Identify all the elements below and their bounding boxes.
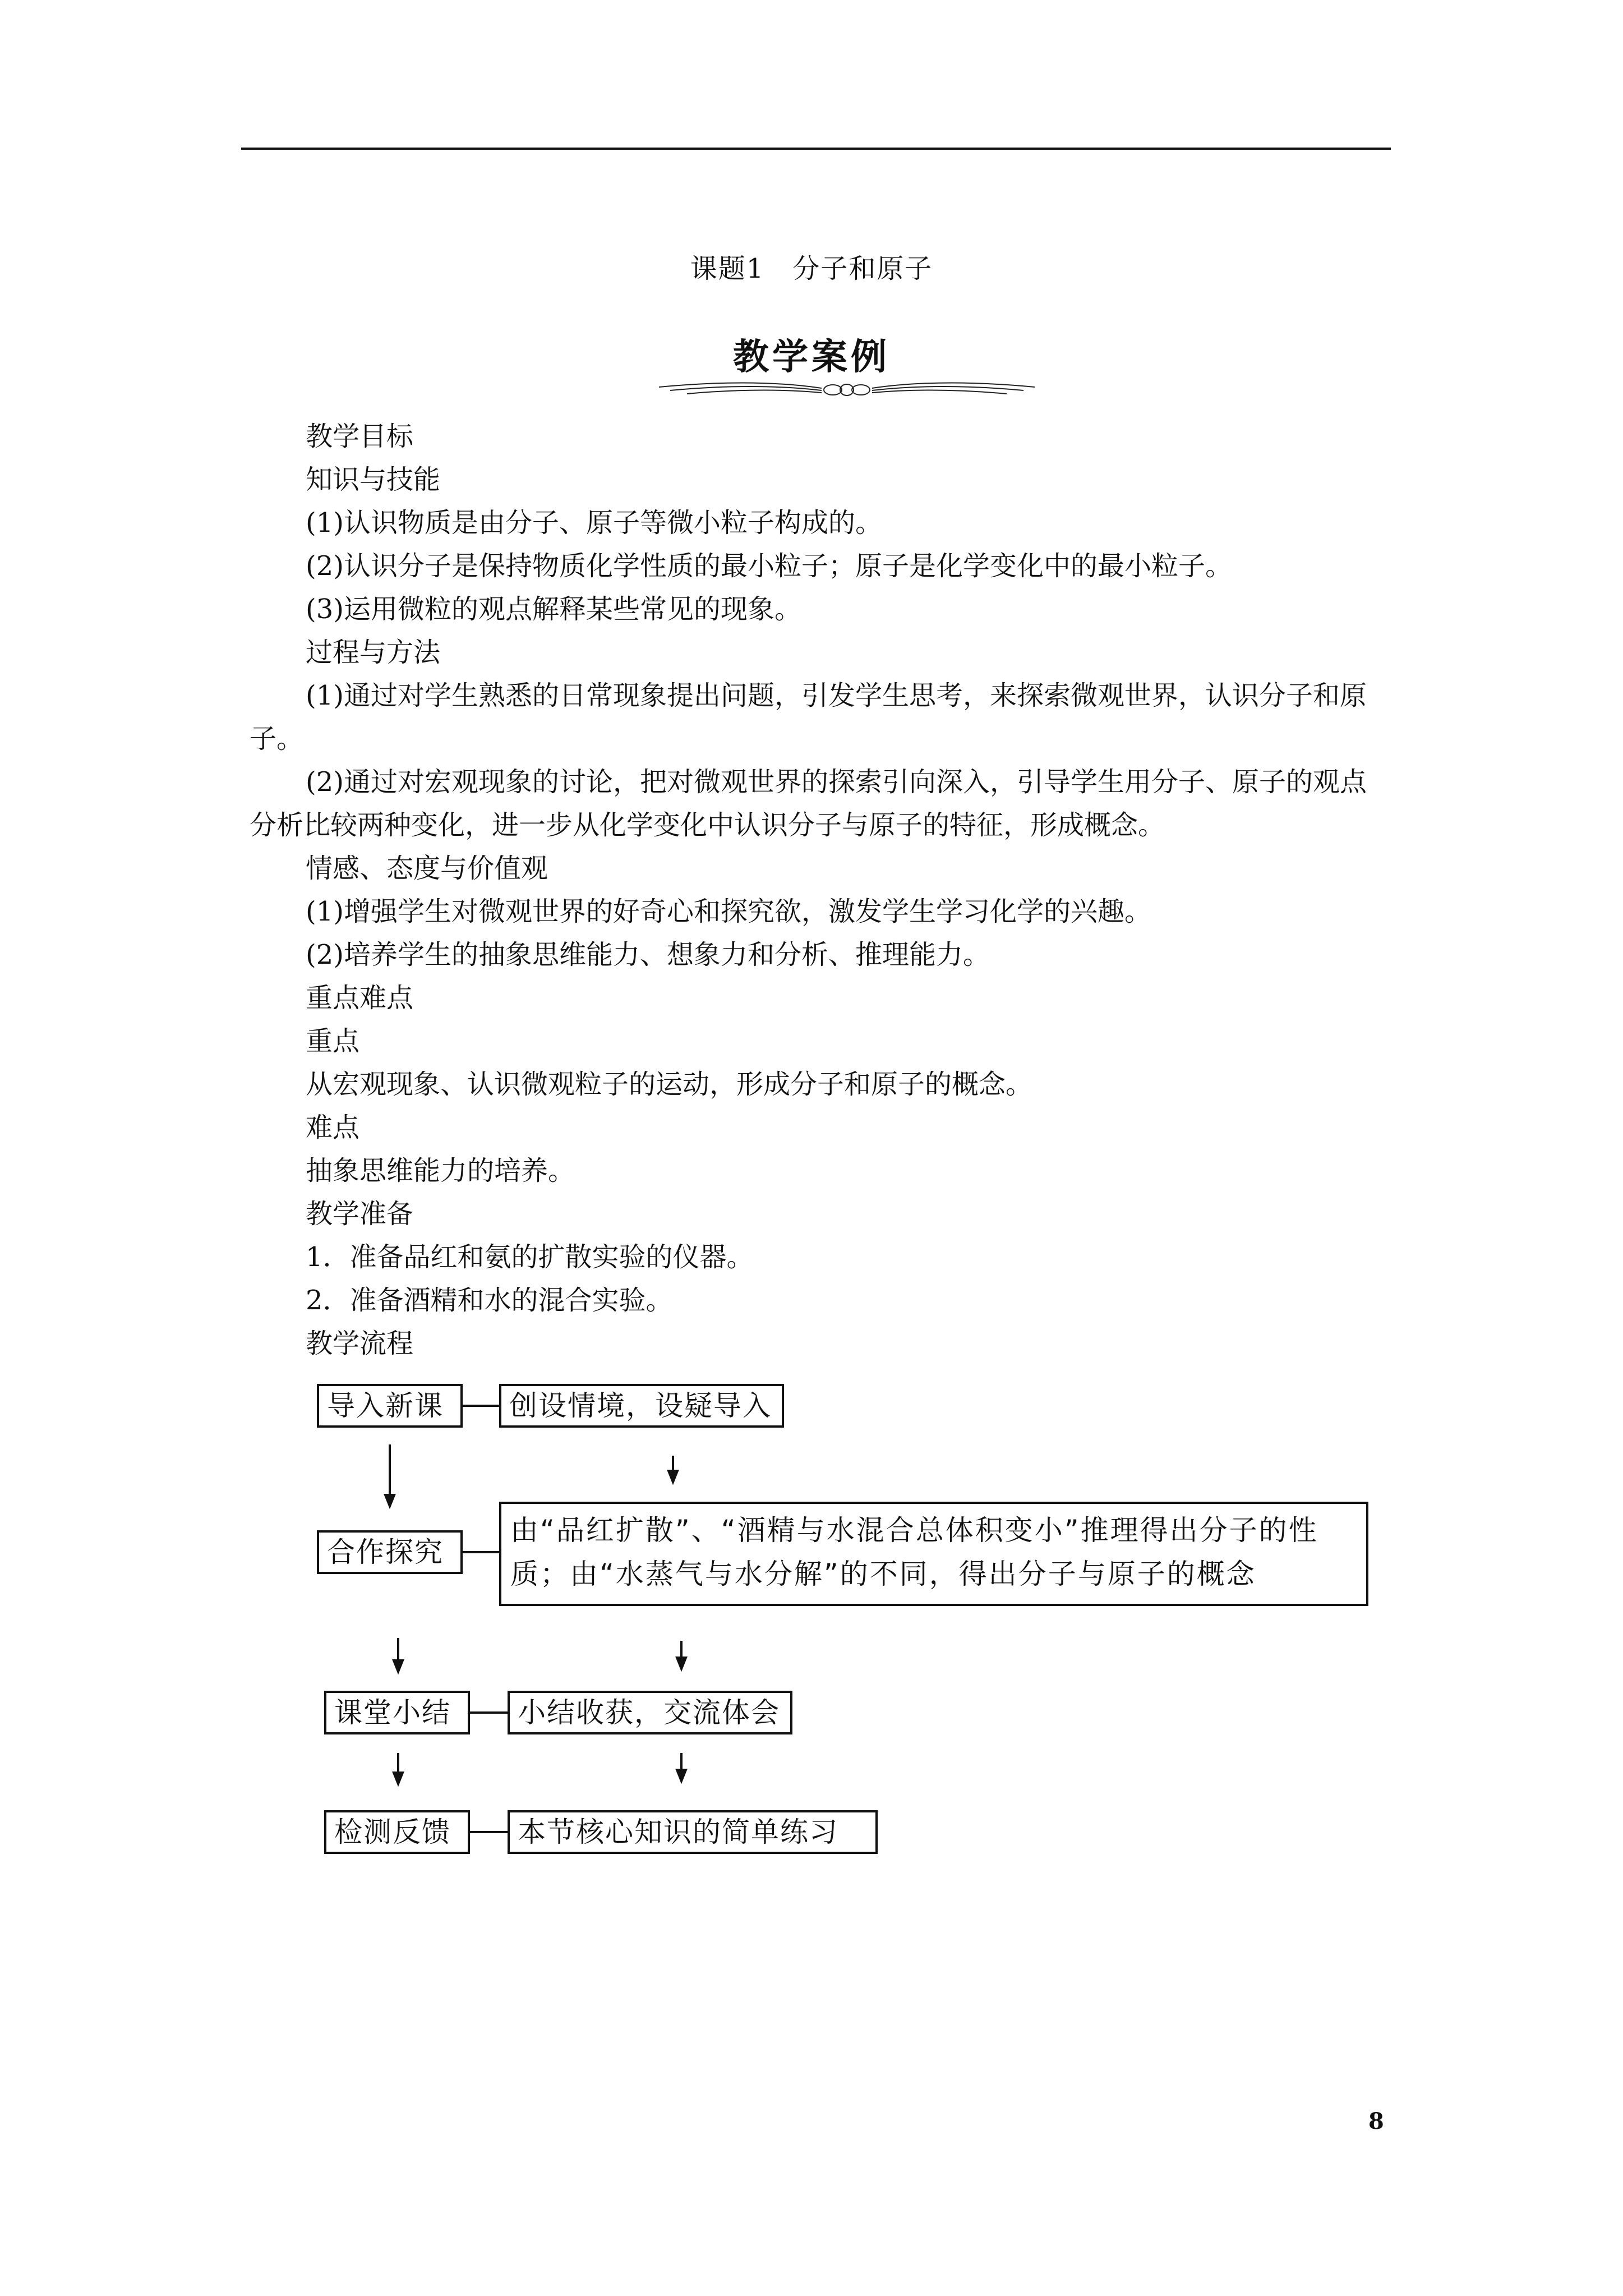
flow-detail-box: 小结收获，交流体会 xyxy=(508,1691,792,1734)
key-heading: 重点 xyxy=(306,1025,360,1057)
flow-heading: 教学流程 xyxy=(306,1328,414,1359)
process-item: (1)通过对学生熟悉的日常现象提出问题，引发学生思考，来探索微观世界，认识分子和原子。 xyxy=(250,680,1367,754)
flow-arrowhead xyxy=(385,1495,394,1506)
flow-stage-box: 课堂小结 xyxy=(324,1691,470,1734)
emotion-item: (1)增强学生对微观世界的好奇心和探究欲，激发学生学习化学的兴趣。 xyxy=(306,896,1151,927)
flow-stage-box: 合作探究 xyxy=(317,1530,463,1574)
prep-item: 2．准备酒精和水的混合实验。 xyxy=(306,1285,673,1316)
flow-stage-box: 导入新课 xyxy=(317,1384,463,1428)
header-rule xyxy=(241,148,1391,150)
flow-detail-box: 创设情境，设疑导入 xyxy=(499,1384,784,1428)
title-ornament xyxy=(653,375,1040,402)
difficult-heading: 难点 xyxy=(306,1112,360,1143)
flow-arrowhead xyxy=(394,1660,403,1672)
knowledge-item: (3)运用微粒的观点解释某些常见的现象。 xyxy=(306,593,801,625)
difficult-text: 抽象思维能力的培养。 xyxy=(306,1155,575,1186)
flow-arrowhead xyxy=(394,1773,403,1784)
body-text xyxy=(250,415,1391,1365)
flow-detail-box: 由“品红扩散”、“酒精与水混合总体积变小”推理得出分子的性质；由“水蒸气与水分解”的不同，得出分子与原子的概念 xyxy=(499,1502,1368,1606)
flow-arrowhead xyxy=(668,1471,677,1482)
flow-stage-box: 检测反馈 xyxy=(324,1810,470,1854)
lesson-title: 课题1 分子和原子 xyxy=(690,253,933,284)
knowledge-item: (1)认识物质是由分子、原子等微小粒子构成的。 xyxy=(306,507,882,539)
key-difficult-heading: 重点难点 xyxy=(306,982,414,1014)
page-number: 8 xyxy=(1368,2108,1384,2134)
goals-heading: 教学目标 xyxy=(306,421,414,452)
key-text: 从宏观现象、认识微观粒子的运动，形成分子和原子的概念。 xyxy=(306,1069,1033,1100)
flow-arrowhead xyxy=(677,1770,686,1781)
emotion-item: (2)培养学生的抽象思维能力、想象力和分析、推理能力。 xyxy=(306,939,990,970)
prep-item: 1．准备品红和氨的扩散实验的仪器。 xyxy=(306,1241,754,1273)
process-heading: 过程与方法 xyxy=(306,637,441,668)
emotion-heading: 情感、态度与价值观 xyxy=(306,853,548,884)
knowledge-heading: 知识与技能 xyxy=(306,464,441,495)
process-item: (2)通过对宏观现象的讨论，把对微观世界的探索引向深入，引导学生用分子、原子的观点分析比较两种变化，进一步从化学变化中认识分子与原子的特征，形成概念。 xyxy=(250,766,1367,841)
flow-detail-box: 本节核心知识的简单练习 xyxy=(508,1810,878,1854)
case-title: 教学案例 xyxy=(733,337,890,378)
knowledge-item: (2)认识分子是保持物质化学性质的最小粒子；原子是化学变化中的最小粒子。 xyxy=(306,550,1232,582)
flow-arrowhead xyxy=(677,1658,686,1669)
prep-heading: 教学准备 xyxy=(306,1198,414,1230)
